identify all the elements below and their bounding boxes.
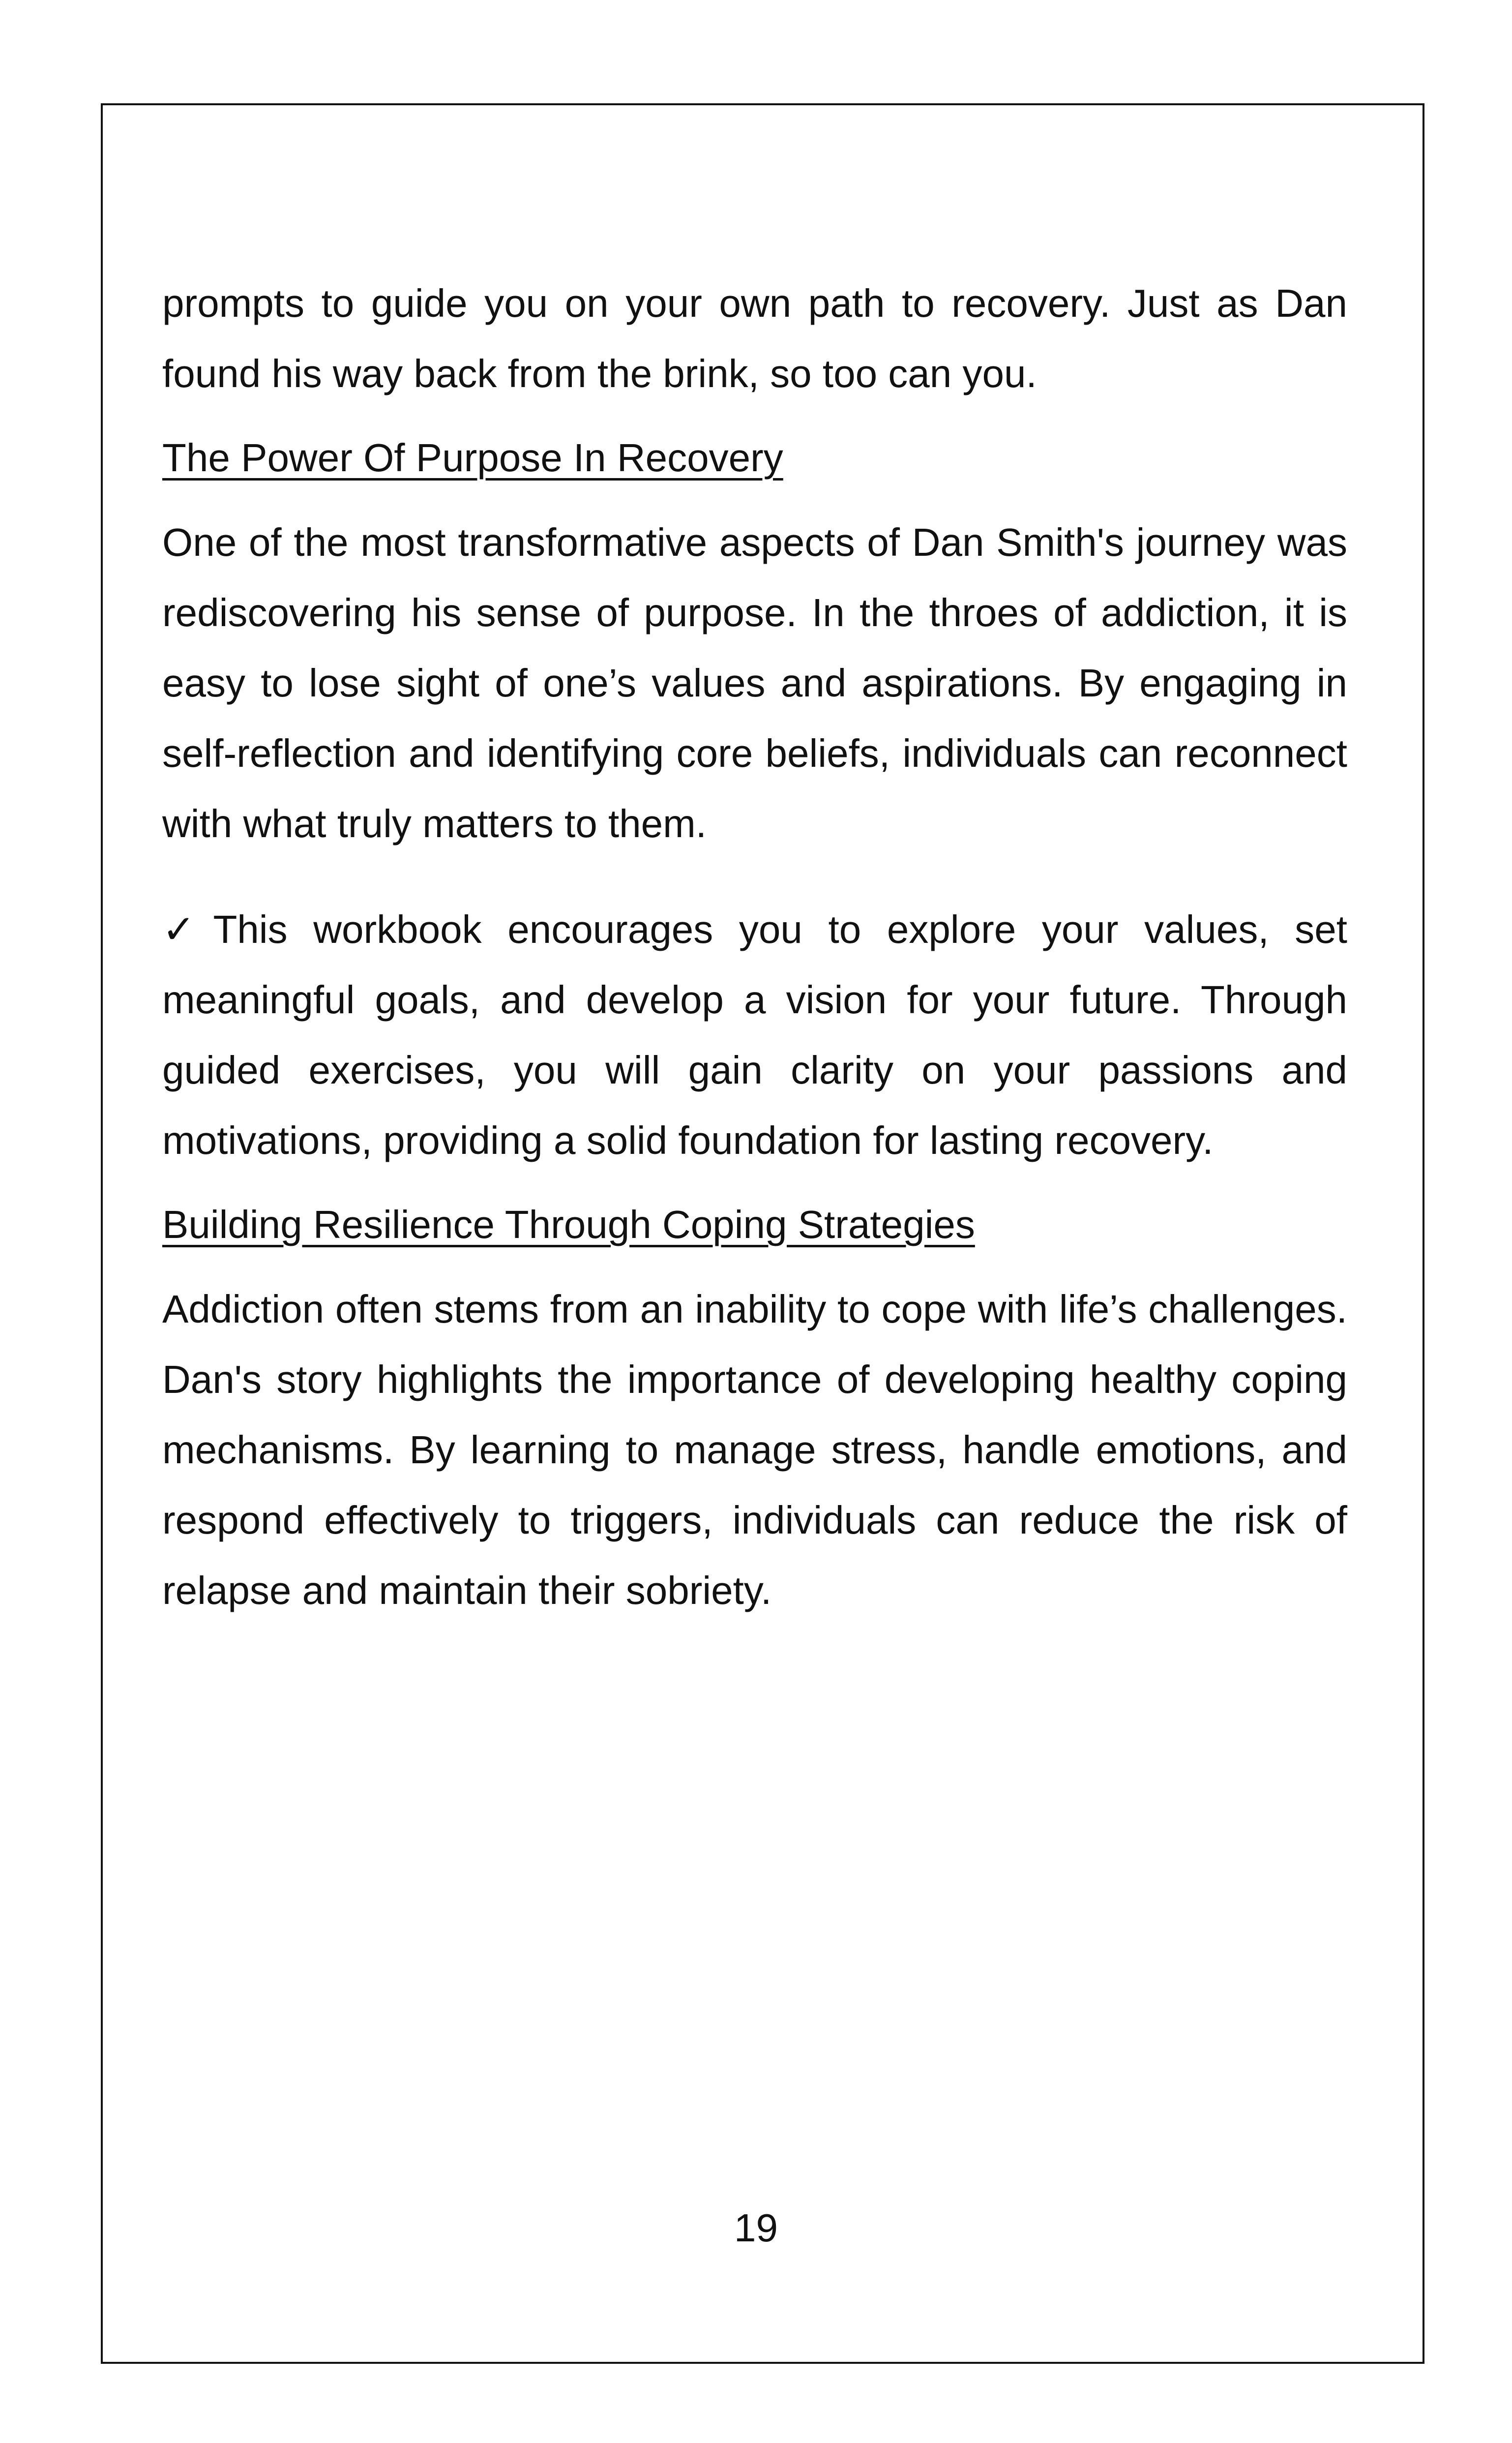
purpose-paragraph: One of the most transformative aspects of Dan Smith's journey was rediscovering his sense of purpose. In the throes of addiction, it is easy to lose sight of one’s values and aspirations. By engaging in self-reflection and identifying core beliefs, individuals can reconnect with what truly matters to them. [162, 520, 1347, 845]
page-content [162, 268, 1347, 1626]
section-heading-resilience: Building Resilience Through Coping Strategies [162, 1203, 975, 1246]
continuation-paragraph: prompts to guide you on your own path to recovery. Just as Dan found his way back from the brink, so too can you. [162, 281, 1347, 395]
resilience-paragraph: Addiction often stems from an inability to cope with life’s challenges. Dan's story highlights the importance of developing healthy coping mechanisms. By learning to manage stress, handle emotions, and respond effectively to triggers, individuals can reduce the risk of relapse and maintain their sobriety. [162, 1287, 1347, 1612]
section-heading-purpose: The Power Of Purpose In Recovery [162, 436, 783, 480]
workbook-paragraph-text: This workbook encourages you to explore your values, set meaningful goals, and develop a vision for your future. Through guided exercises, you will gain clarity on your passions and motivations, providing a solid foundation for lasting recovery. [162, 907, 1347, 1162]
page-number: 19 [734, 2206, 778, 2250]
workbook-paragraph [162, 894, 1347, 1176]
checkmark-icon: ✓ [162, 907, 210, 951]
